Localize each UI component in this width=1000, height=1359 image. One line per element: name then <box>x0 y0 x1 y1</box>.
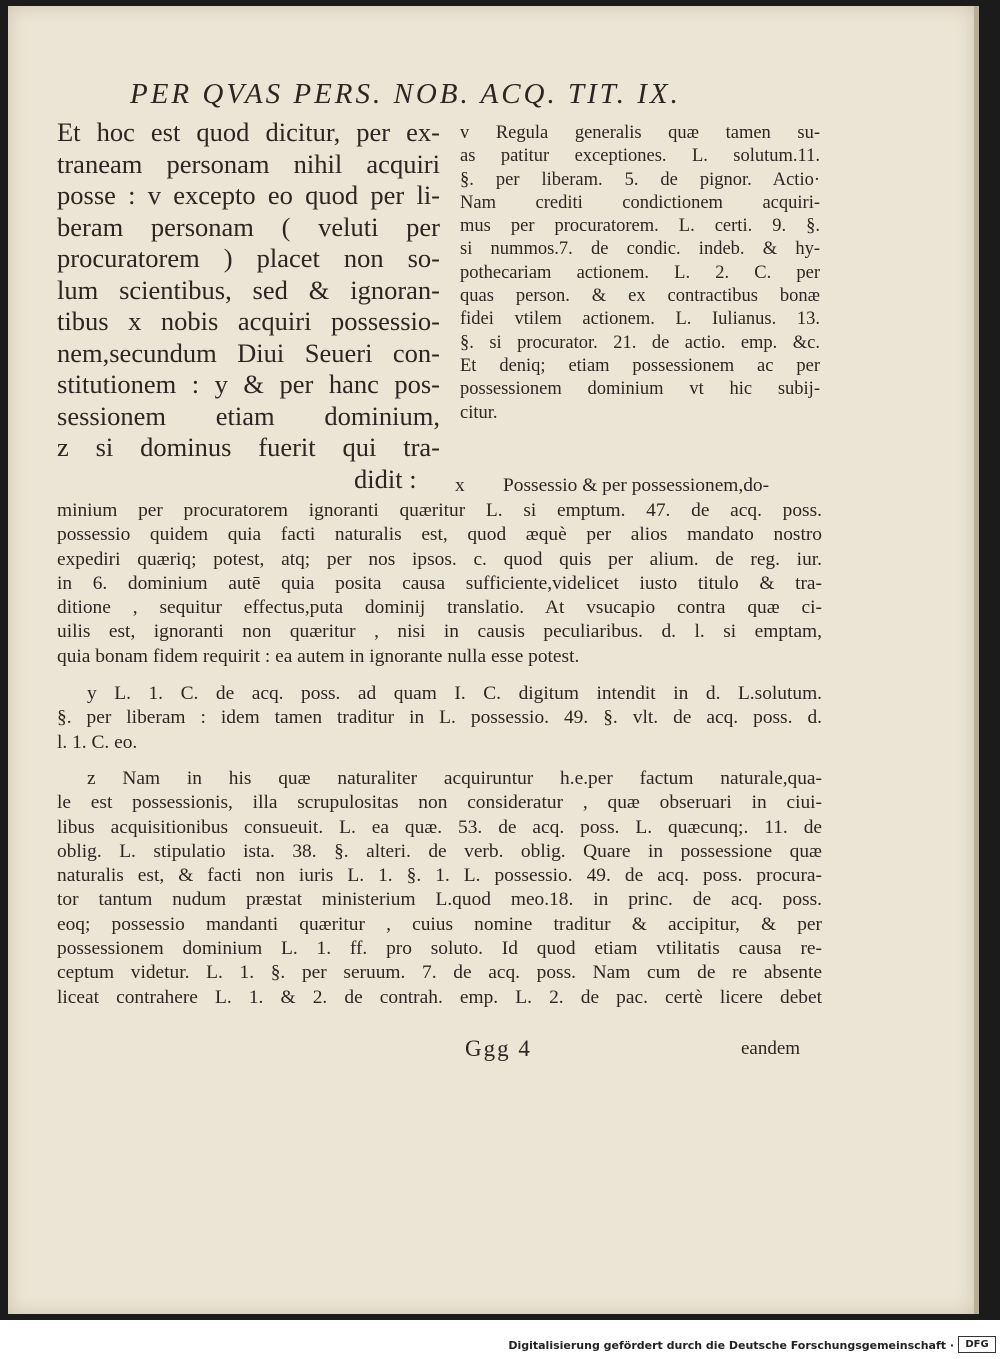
note-x-line: in 6. dominium autē quia posita causa sufficiente,videlicet iusto titulo & tra- <box>57 572 822 594</box>
note-y <box>57 682 822 755</box>
signature-mark: Ggg 4 <box>465 1036 532 1061</box>
left-line: nem,secundum Diui Seueri con- <box>57 337 440 368</box>
right-line: possessionem dominium vt hic subij- <box>460 379 820 400</box>
funding-notice: Digitalisierung gefördert durch die Deutsche Forschungsgemeinschaft · <box>508 1339 954 1352</box>
note-x-line: possessio quidem quia facti naturalis est, quod æquè per alios mandato nostro <box>57 524 822 546</box>
note-x-line: expediri quæriq; potest, atq; per nos ipsos. c. quod quis per alium. de reg. iur. <box>57 548 822 570</box>
note-x-first-line <box>455 474 825 498</box>
dfg-logo-icon: DFG <box>958 1336 996 1353</box>
right-line: v Regula generalis quæ tamen su- <box>460 123 820 143</box>
right-column <box>460 122 820 425</box>
note-marker: x <box>455 475 465 496</box>
note-z-line: libus acquisitionibus consueuit. L. ea quæ. 53. de acq. poss. L. quæcunq;. 11. de <box>57 816 822 838</box>
left-line: Et hoc est quod dicitur, per ex- <box>57 117 440 147</box>
note-z <box>57 767 822 1010</box>
note-x-line: quia bonam fidem requirit : ea autem in ignorante nulla esse potest. <box>57 645 580 667</box>
left-line: lum scientibus, sed & ignoran- <box>57 274 440 305</box>
right-line: fidei vtilem actionem. L. Iulianus. 13. <box>460 309 820 330</box>
right-line: pothecariam actionem. L. 2. C. per <box>460 262 820 283</box>
left-last-line: didit : <box>354 463 417 494</box>
note-x-line: ditione , sequitur effectus,puta dominij translatio. At vsucapio contra quæ ci- <box>57 597 822 619</box>
note-z-line: possessionem dominium L. 1. ff. pro soluto. Id quod etiam vtilitatis causa re- <box>57 938 822 960</box>
left-line: posse : v excepto eo quod per li- <box>57 180 440 210</box>
note-z-line: oblig. L. stipulatio ista. 38. §. alteri. de verb. oblig. Quare in possessione quæ <box>57 840 822 862</box>
note-y-line: l. 1. C. eo. <box>57 731 138 753</box>
right-line: si nummos.7. de condic. indeb. & hy- <box>460 239 820 260</box>
note-z-line: liceat contrahere L. 1. & 2. de contrah. emp. L. 2. de pac. certè licere debet <box>57 986 822 1008</box>
running-title: PER QVAS PERS. NOB. ACQ. TIT. IX. <box>130 78 681 110</box>
page-edge <box>974 6 979 1314</box>
note-z-line: ceptum videtur. L. 1. §. per seruum. 7. de acq. poss. Nam cum de re absente <box>57 962 822 984</box>
right-line: §. per liberam. 5. de pignor. Actio· <box>460 169 820 190</box>
note-x-line: minium per procuratorem ignoranti quæritur L. si emptum. 47. de acq. poss. <box>57 500 822 521</box>
note-z-line: le est possessionis, illa scrupulositas non consideratur , quæ obseruari in ciui- <box>57 792 822 814</box>
right-line: quas person. & ex contractibus bonæ <box>460 286 820 307</box>
note-y-line: y L. 1. C. de acq. poss. ad quam I. C. digitum intendit in d. L.solutum. <box>87 683 822 704</box>
right-line: Nam crediti condictionem acquiri- <box>460 192 820 213</box>
left-line: traneam personam nihil acquiri <box>57 148 440 179</box>
note-x-first-text: Possessio & per possessionem,do- <box>503 475 770 496</box>
left-line: procuratorem ) placet non so- <box>57 243 440 273</box>
left-column <box>57 117 440 495</box>
right-line: §. si procurator. 21. de actio. emp. &c. <box>460 332 820 353</box>
left-line: z si dominus fuerit qui tra- <box>57 432 440 462</box>
right-line: as patitur exceptiones. L. solutum.11. <box>460 146 820 167</box>
catchword: eandem <box>741 1038 801 1059</box>
note-z-line: eoq; possessio mandanti quæritur , cuius nomine traditur & accipitur, & per <box>57 913 822 935</box>
note-z-line: tor tantum nudum præstat ministerium L.quod meo.18. in princ. de acq. poss. <box>57 889 822 911</box>
left-line: beram personam ( veluti per <box>57 211 440 242</box>
note-z-line: naturalis est, & facti non iuris L. 1. §. 1. L. possessio. 49. de acq. poss. procura- <box>57 865 822 887</box>
note-z-line: z Nam in his quæ naturaliter acquiruntur h.e.per factum naturale,qua- <box>87 768 822 789</box>
note-y-line: §. per liberam : idem tamen traditur in L. possessio. 49. §. vlt. de acq. poss. d. <box>57 707 822 729</box>
right-line: Et deniq; etiam possessionem ac per <box>460 355 820 376</box>
note-x-line: uilis est, ignoranti non quæritur , nisi in causis peculiaribus. d. l. si emptam, <box>57 621 822 643</box>
note-x <box>57 499 822 669</box>
left-line: sessionem etiam dominium, <box>57 400 440 431</box>
right-line: citur. <box>460 402 498 423</box>
left-line: tibus x nobis acquiri possessio- <box>57 306 440 336</box>
right-line: mus per procuratorem. L. certi. 9. §. <box>460 216 820 237</box>
left-line: stitutionem : y & per hanc pos- <box>57 369 440 399</box>
